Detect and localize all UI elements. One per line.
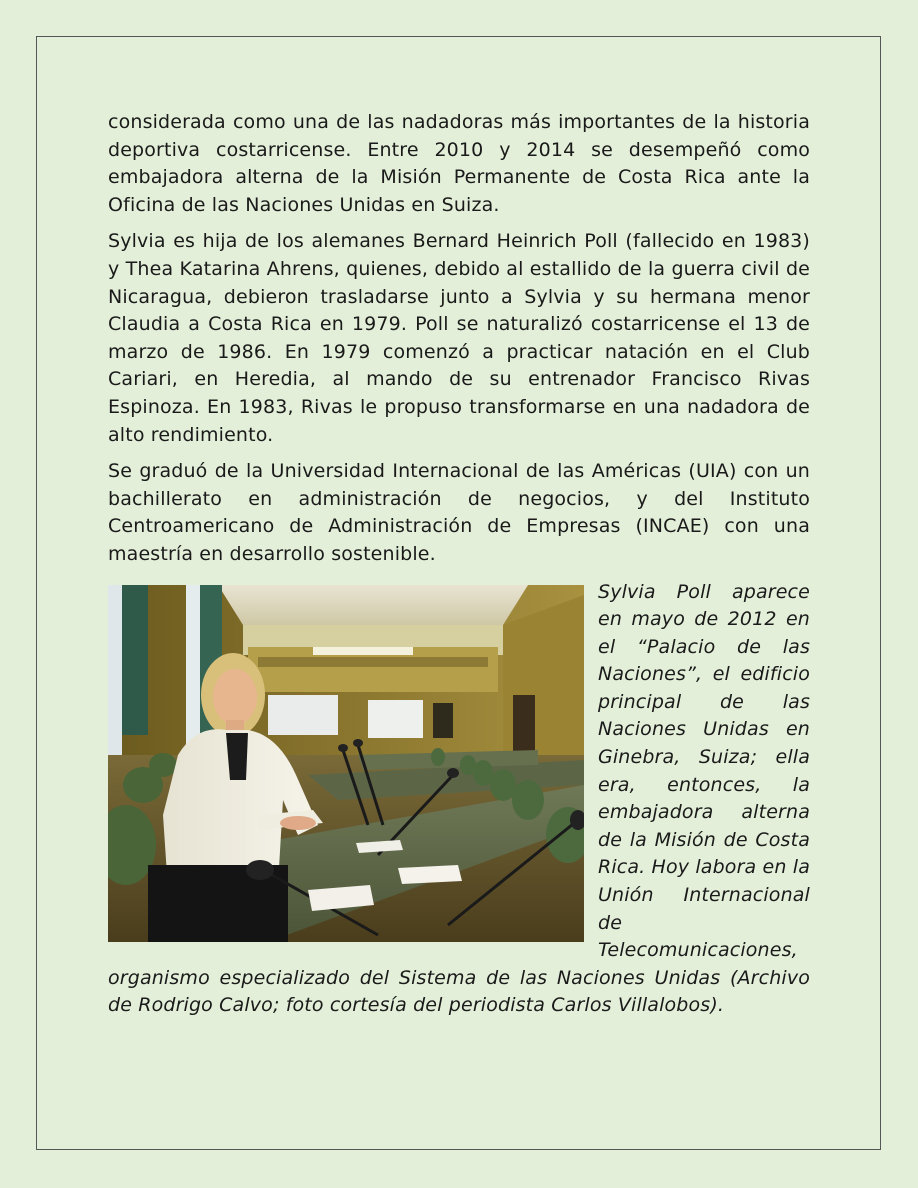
document-body bbox=[108, 109, 810, 1029]
photo-caption: Sylvia Poll aparece en mayo de 2012 en el “Palacio de las Naciones”, el edificio principal de las Naciones Unidas en Ginebra, Suiza; ella era, entonces, la embajadora alterna de la Misión de Costa Rica. Hoy labora en la Unión Internacional de Telecomunicaciones, organismo especializado del Sistema de las Naciones Unidas (Archivo de Rodrigo Calvo; foto cortesía del periodista Carlos Villalobos). bbox=[108, 580, 810, 1017]
paragraph-3: Se graduó de la Universidad Internacional de las Américas (UIA) con un bachillerato en administración de negocios, y del Instituto Centroamericano de Administración de Empresas (INCAE) con una maestría en desarrollo sostenible. bbox=[108, 460, 810, 565]
paragraph-2: Sylvia es hija de los alemanes Bernard Heinrich Poll (fallecido en 1983) y Thea Katarina Ahrens, quienes, debido al estallido de la guerra civil de Nicaragua, debieron trasladarse junto a Sylvia y su hermana menor Claudia a Costa Rica en 1979. Poll se naturalizó costarricense el 13 de marzo de 1986. En 1979 comenzó a practicar natación en el Club Cariari, en Heredia, al mando de su entrenador Francisco Rivas Espinoza. En 1983, Rivas le propuso transformarse en una nadadora de alto rendimiento. bbox=[108, 230, 810, 446]
photo-sylvia-poll-un-assembly-hall bbox=[108, 585, 584, 942]
paragraph-1: considerada como una de las nadadoras más importantes de la historia deportiva costarricense. Entre 2010 y 2014 se desempeñó como embajadora alterna de la Misión Permanente de Costa Rica ante la Oficina de las Naciones Unidas en Suiza. bbox=[108, 111, 810, 216]
